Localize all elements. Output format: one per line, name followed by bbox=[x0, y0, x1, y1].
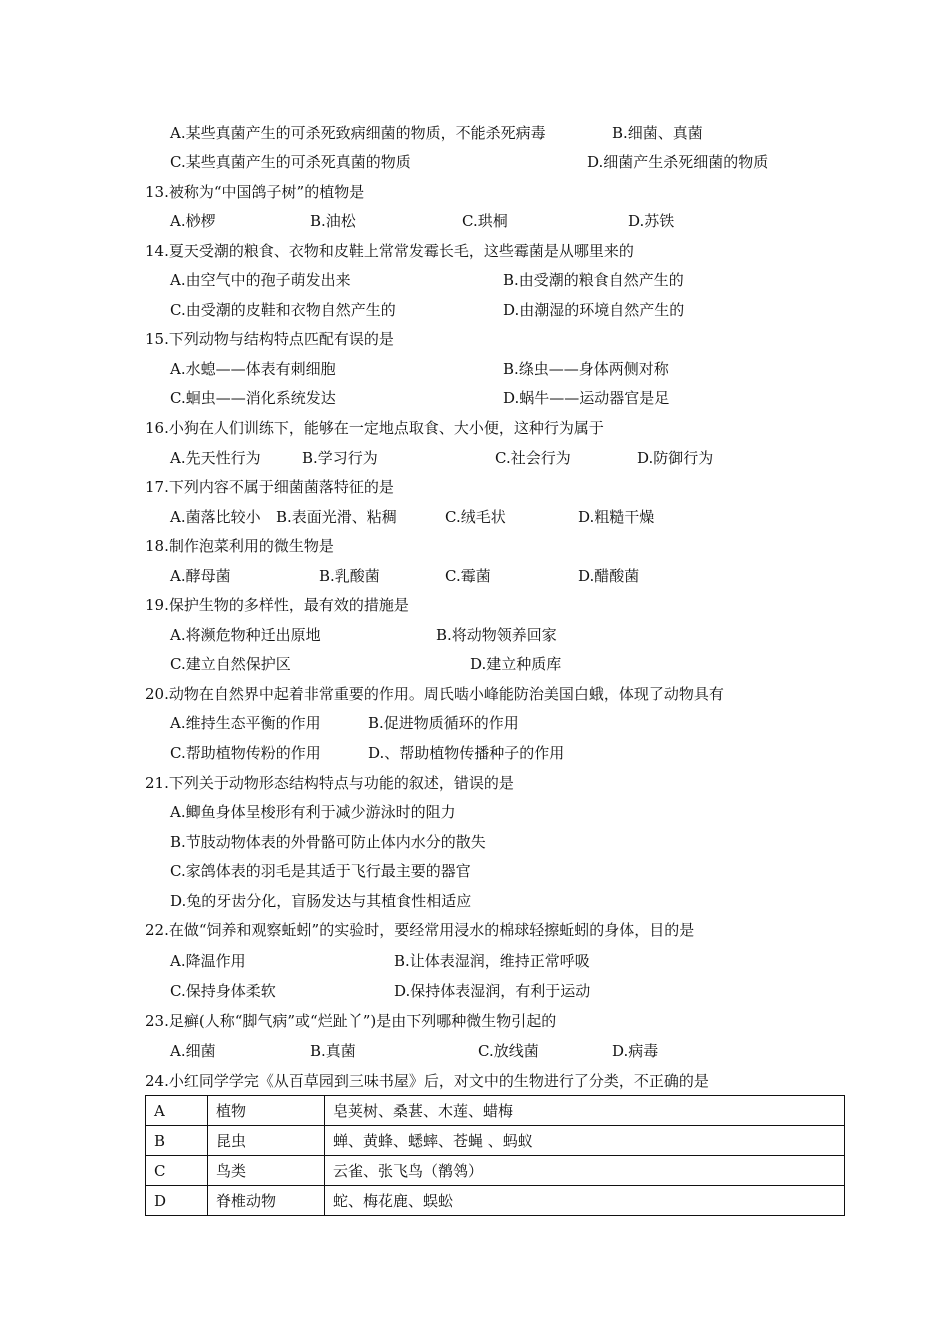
q17-option-d: D.粗糙干燥 bbox=[578, 508, 655, 526]
q15-option-b: B.绦虫——身体两侧对称 bbox=[503, 360, 669, 378]
table-cell-members: 蝉、黄蜂、蟋蟀、苍蝇 、蚂蚁 bbox=[325, 1126, 845, 1156]
q12-option-a: A.某些真菌产生的可杀死致病细菌的物质，不能杀死病毒 bbox=[170, 124, 546, 142]
q14-option-c: C.由受潮的皮鞋和衣物自然产生的 bbox=[170, 301, 396, 319]
table-cell-category: 昆虫 bbox=[208, 1126, 325, 1156]
q17-option-a: A.菌落比较小 bbox=[170, 508, 261, 526]
q21-stem: 21.下列关于动物形态结构特点与功能的叙述，错误的是 bbox=[145, 774, 514, 792]
q23-stem: 23.足癣(人称“脚气病”或“烂趾丫”)是由下列哪种微生物引起的 bbox=[145, 1012, 557, 1030]
table-row bbox=[146, 1186, 845, 1216]
q12-option-c: C.某些真菌产生的可杀死真菌的物质 bbox=[170, 153, 411, 171]
table-cell-option: A bbox=[146, 1096, 208, 1126]
q21-option-c: C.家鸽体表的羽毛是其适于飞行最主要的器官 bbox=[170, 862, 471, 880]
q23-option-a: A.细菌 bbox=[170, 1042, 216, 1060]
q20-option-c: C.帮助植物传粉的作用 bbox=[170, 744, 321, 762]
q23-option-b: B.真菌 bbox=[310, 1042, 356, 1060]
q23-option-c: C.放线菌 bbox=[478, 1042, 539, 1060]
table-cell-option: C bbox=[146, 1156, 208, 1186]
q13-option-b: B.油松 bbox=[310, 212, 356, 230]
q20-option-d: D.、帮助植物传播种子的作用 bbox=[368, 744, 565, 762]
q16-option-b: B.学习行为 bbox=[302, 449, 378, 467]
q18-option-c: C.霉菌 bbox=[445, 567, 491, 585]
q17-option-b: B.表面光滑、粘稠 bbox=[276, 508, 397, 526]
q21-option-a: A.鲫鱼身体呈梭形有利于减少游泳时的阻力 bbox=[170, 803, 456, 821]
q21-option-b: B.节肢动物体表的外骨骼可防止体内水分的散失 bbox=[170, 833, 486, 851]
q20-stem: 20.动物在自然界中起着非常重要的作用。周氏啮小峰能防治美国白蛾，体现了动物具有 bbox=[145, 685, 724, 703]
table-cell-members: 皂荚树、桑葚、木莲、蜡梅 bbox=[325, 1096, 845, 1126]
q14-stem: 14.夏天受潮的粮食、衣物和皮鞋上常常发霉长毛，这些霉菌是从哪里来的 bbox=[145, 242, 634, 260]
q16-option-d: D.防御行为 bbox=[637, 449, 714, 467]
q13-option-c: C.珙桐 bbox=[462, 212, 508, 230]
table-cell-category: 鸟类 bbox=[208, 1156, 325, 1186]
q15-stem: 15.下列动物与结构特点匹配有误的是 bbox=[145, 330, 394, 348]
q17-stem: 17.下列内容不属于细菌菌落特征的是 bbox=[145, 478, 394, 496]
q22-option-c: C.保持身体柔软 bbox=[170, 982, 276, 1000]
q13-stem: 13.被称为“中国鸽子树”的植物是 bbox=[145, 183, 365, 201]
q19-stem: 19.保护生物的多样性，最有效的措施是 bbox=[145, 596, 409, 614]
q18-option-a: A.酵母菌 bbox=[170, 567, 231, 585]
q15-option-d: D.蜗牛——运动器官是足 bbox=[503, 389, 670, 407]
q13-option-a: A.桫椤 bbox=[170, 212, 216, 230]
q21-option-d: D.兔的牙齿分化，盲肠发达与其植食性相适应 bbox=[170, 892, 472, 910]
q18-option-b: B.乳酸菌 bbox=[319, 567, 380, 585]
q16-option-a: A.先天性行为 bbox=[170, 449, 261, 467]
q15-option-c: C.蛔虫——消化系统发达 bbox=[170, 389, 336, 407]
q22-option-d: D.保持体表湿润，有利于运动 bbox=[394, 982, 591, 1000]
q14-option-a: A.由空气中的孢子萌发出来 bbox=[170, 271, 351, 289]
table-cell-option: D bbox=[146, 1186, 208, 1216]
q22-option-a: A.降温作用 bbox=[170, 952, 246, 970]
q12-option-b: B.细菌、真菌 bbox=[612, 124, 703, 142]
q19-option-d: D.建立种质库 bbox=[470, 655, 562, 673]
table-cell-category: 植物 bbox=[208, 1096, 325, 1126]
q18-stem: 18.制作泡菜利用的微生物是 bbox=[145, 537, 334, 555]
q14-option-d: D.由潮湿的环境自然产生的 bbox=[503, 301, 685, 319]
q16-option-c: C.社会行为 bbox=[495, 449, 571, 467]
q15-option-a: A.水螅——体表有刺细胞 bbox=[170, 360, 336, 378]
table-cell-option: B bbox=[146, 1126, 208, 1156]
q14-option-b: B.由受潮的粮食自然产生的 bbox=[503, 271, 684, 289]
q20-option-b: B.促进物质循环的作用 bbox=[368, 714, 519, 732]
q19-option-c: C.建立自然保护区 bbox=[170, 655, 291, 673]
table-cell-category: 脊椎动物 bbox=[208, 1186, 325, 1216]
table-row bbox=[146, 1126, 845, 1156]
table-cell-members: 蛇、梅花鹿、蜈蚣 bbox=[325, 1186, 845, 1216]
table-row bbox=[146, 1096, 845, 1126]
q24-stem: 24.小红同学学完《从百草园到三味书屋》后，对文中的生物进行了分类，不正确的是 bbox=[145, 1072, 709, 1090]
q19-option-b: B.将动物领养回家 bbox=[436, 626, 557, 644]
q16-stem: 16.小狗在人们训练下，能够在一定地点取食、大小便，这种行为属于 bbox=[145, 419, 604, 437]
table-cell-members: 云雀、张飞鸟（鹡鸰） bbox=[325, 1156, 845, 1186]
q19-option-a: A.将濒危物种迁出原地 bbox=[170, 626, 321, 644]
q18-option-d: D.醋酸菌 bbox=[578, 567, 640, 585]
q23-option-d: D.病毒 bbox=[612, 1042, 659, 1060]
q12-option-d: D.细菌产生杀死细菌的物质 bbox=[587, 153, 769, 171]
q20-option-a: A.维持生态平衡的作用 bbox=[170, 714, 321, 732]
q22-option-b: B.让体表湿润，维持正常呼吸 bbox=[394, 952, 590, 970]
table-row bbox=[146, 1156, 845, 1186]
q22-stem: 22.在做“饲养和观察蚯蚓”的实验时，要经常用浸水的棉球轻擦蚯蚓的身体，目的是 bbox=[145, 921, 695, 939]
q17-option-c: C.绒毛状 bbox=[445, 508, 506, 526]
q13-option-d: D.苏铁 bbox=[628, 212, 675, 230]
q24-classification-table bbox=[145, 1095, 845, 1216]
